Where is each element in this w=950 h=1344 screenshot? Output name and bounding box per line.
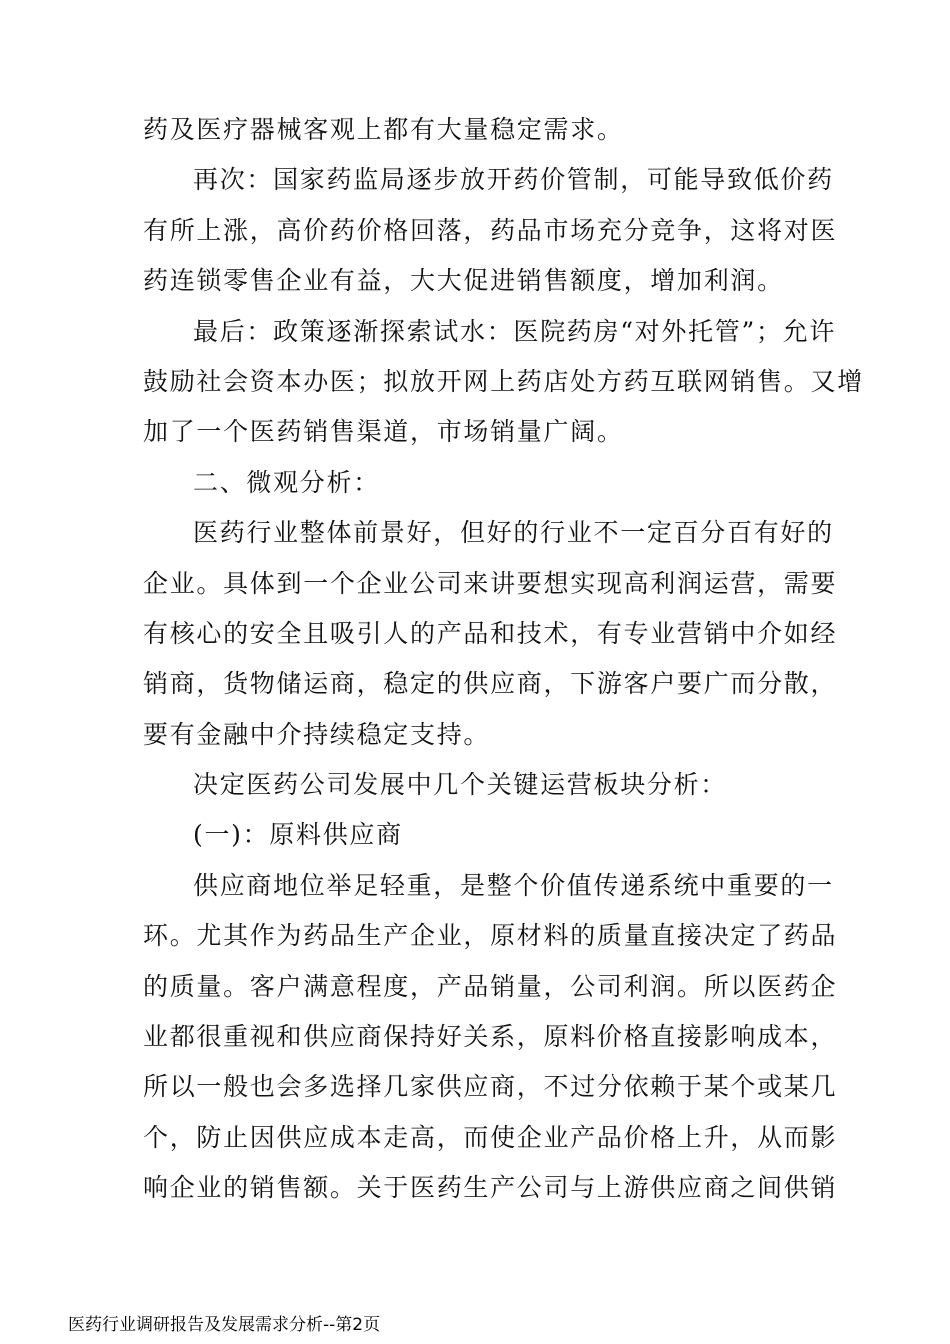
paragraph-line: 决定医药公司发展中几个关键运营板块分析： (193, 770, 728, 800)
paragraph-line: 有所上涨，高价药价格回落，药品市场充分竞争，这将对医 (143, 215, 838, 245)
paragraph-line: 有核心的安全且吸引人的产品和技术，有专业营销中介如经 (143, 618, 838, 648)
paragraph-line: 业都很重视和供应商保持好关系，原料价格直接影响成本， (143, 1022, 838, 1052)
paragraph-line: 加了一个医药销售渠道，市场销量广阔。 (143, 417, 624, 447)
paragraph-line: 药连锁零售企业有益，大大促进销售额度，增加利润。 (143, 266, 784, 296)
paragraph-line: 所以一般也会多选择几家供应商，不过分依赖于某个或某几 (143, 1072, 838, 1102)
section-heading: 二、微观分析： (193, 467, 380, 497)
document-body (143, 105, 864, 1214)
paragraph-line: 鼓励社会资本办医；拟放开网上药店处方药互联网销售。又增 (143, 366, 864, 396)
paragraph-line: 响企业的销售额。关于医药生产公司与上游供应商之间供销 (143, 1173, 838, 1203)
paragraph-line: 再次：国家药监局逐步放开药价管制，可能导致低价药 (193, 165, 834, 195)
subsection-heading: (一)：原料供应商 (193, 820, 403, 850)
paragraph-line: 的质量。客户满意程度，产品销量，公司利润。所以医药企 (143, 971, 838, 1001)
paragraph-line: 供应商地位举足轻重，是整个价值传递系统中重要的一 (193, 870, 834, 900)
paragraph-line: 销商，货物储运商，稳定的供应商，下游客户要广而分散， (143, 669, 838, 699)
paragraph-line: 要有金融中介持续稳定支持。 (143, 719, 491, 749)
paragraph-line: 企业。具体到一个企业公司来讲要想实现高利润运营，需要 (143, 568, 838, 598)
paragraph-line: 最后：政策逐渐探索试水：医院药房“对外托管”；允许 (193, 316, 837, 346)
paragraph-line: 药及医疗器械客观上都有大量稳定需求。 (143, 115, 624, 144)
paragraph-line: 环。尤其作为药品生产企业，原材料的质量直接决定了药品 (143, 921, 838, 951)
paragraph-line: 医药行业整体前景好，但好的行业不一定百分百有好的 (193, 518, 834, 548)
paragraph-line: 个，防止因供应成本走高，而使企业产品价格上升，从而影 (143, 1122, 838, 1152)
page-footer: 医药行业调研报告及发展需求分析--第2页 (68, 1315, 381, 1335)
